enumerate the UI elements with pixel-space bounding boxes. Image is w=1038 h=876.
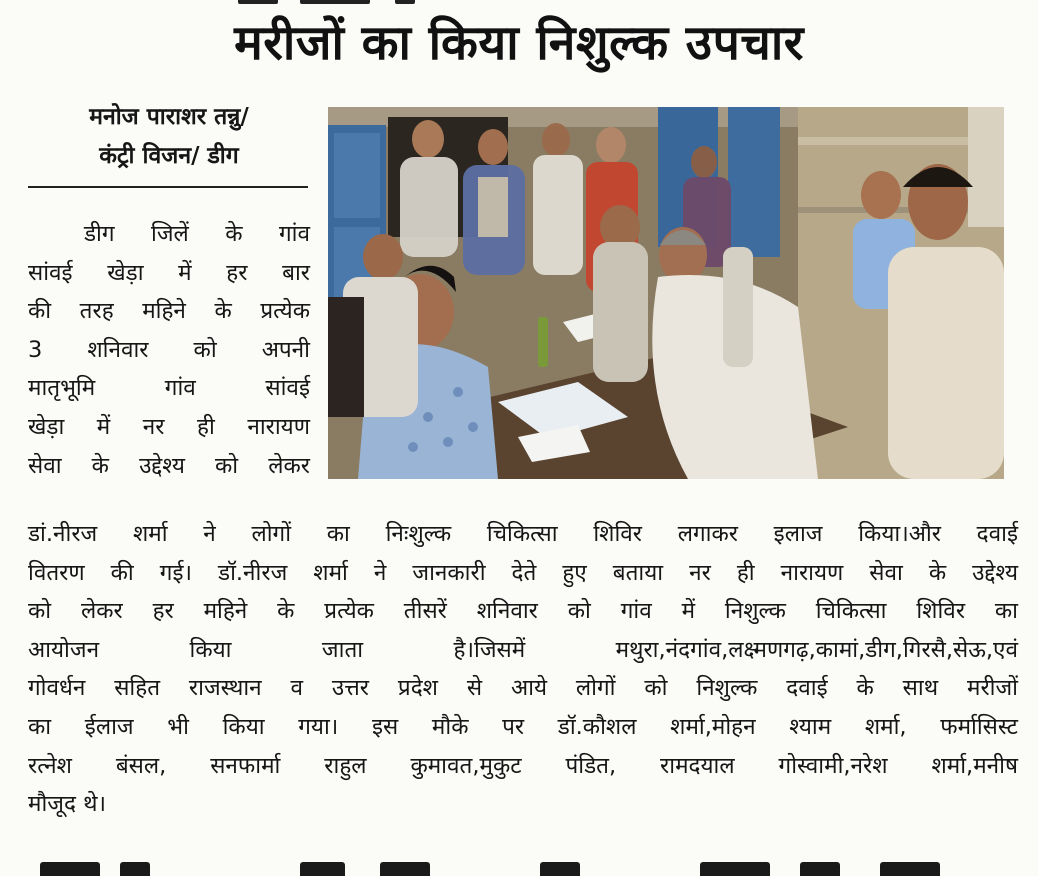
body-line: रत्नेश बंसल, सनफार्मा राहुल कुमावत,मुकुट पंडित, रामदयाल गोस्वामी,नरेश शर्मा,मनीष <box>28 752 1018 779</box>
article-intro-column <box>28 215 310 485</box>
body-line: गोवर्धन सहित राजस्थान व उत्तर प्रदेश से आये लोगों को निशुल्क दवाई के साथ मरीजों <box>28 675 1018 702</box>
intro-line: डीग जिलें के गांव <box>84 221 310 247</box>
previous-article-cutoff <box>0 0 1038 10</box>
byline-divider <box>28 186 308 188</box>
body-line: वितरण की गई। डॉ.नीरज शर्मा ने जानकारी देते हुए बताया नर ही नारायण सेवा के उद्देश्य <box>28 559 1018 586</box>
intro-line: खेड़ा में नर ही नारायण <box>28 413 310 440</box>
body-line: डां.नीरज शर्मा ने लोगों का निःशुल्क चिकित्सा शिविर लगाकर इलाज किया।और दवाई <box>28 521 1018 547</box>
intro-line: सांवई खेड़ा में हर बार <box>28 259 310 286</box>
next-article-cutoff <box>0 852 1038 876</box>
body-line: का ईलाज भी किया गया। इस मौके पर डॉ.कौशल शर्मा,मोहन श्याम शर्मा, फर्मासिस्ट <box>28 713 1018 740</box>
camp-photo-illustration <box>328 107 1004 479</box>
byline-publication: कंट्री विजन/ डीग <box>99 143 239 169</box>
article-body <box>28 515 1018 824</box>
intro-line: 3 शनिवार को अपनी <box>28 336 310 363</box>
intro-line: सेवा के उद्देश्य को लेकर <box>28 452 310 479</box>
news-photo-medical-camp <box>328 107 1004 479</box>
byline-author: मनोज पाराशर तन्नु/ <box>89 104 249 130</box>
body-line: मौजूद थे। <box>28 791 106 818</box>
body-line: को लेकर हर महिने के प्रत्येक तीसरें शनिवार को गांव में निशुल्क चिकित्सा शिविर का <box>28 598 1018 625</box>
headline: मरीजों का किया निशुल्क उपचार <box>234 15 804 71</box>
intro-line: मातृभूमि गांव सांवई <box>28 375 310 402</box>
byline <box>28 98 310 176</box>
body-line: आयोजन किया जाता है।जिसमें मथुरा,नंदगांव,लक्ष्मणगढ़,कामां,डीग,गिरसै,सेऊ,एवं <box>28 636 1018 663</box>
intro-line: की तरह महिने के प्रत्येक <box>28 298 310 325</box>
